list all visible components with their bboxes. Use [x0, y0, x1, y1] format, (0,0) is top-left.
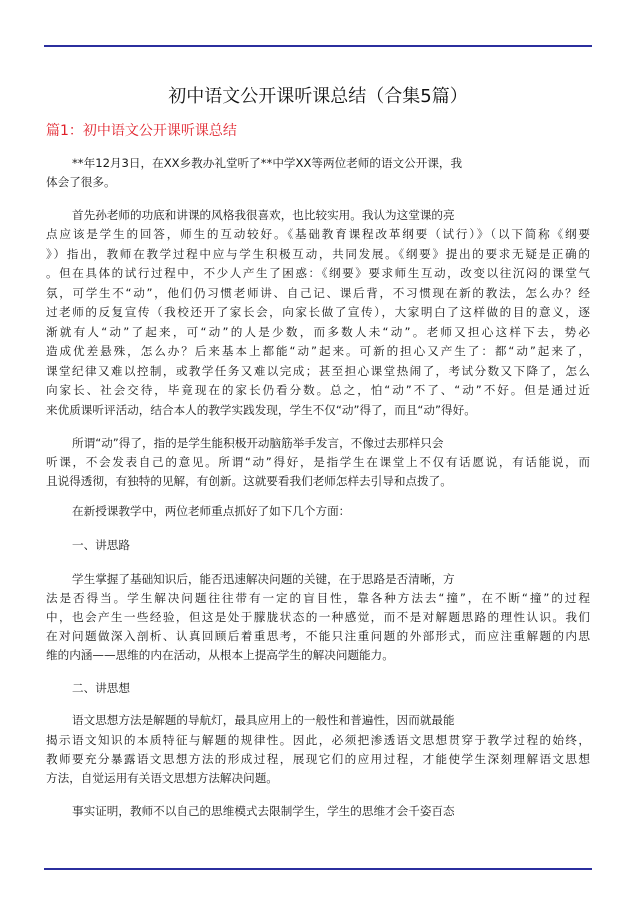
text-line: **年12月3日，在XX乡教办礼堂听了**中学XX等两位老师的语文公开课，我	[72, 156, 463, 170]
text-line: 维的内涵——思维的内在活动，从根本上提高学生的解决问题能力。	[46, 648, 394, 662]
text-line: 点应该是学生的回答，师生的互动较好。《基础教育课程改革纲要（试行）》（以下简称《纲要	[46, 227, 590, 241]
text-line: 在对问题做深入剖析、认真回顾后着重思考，不能只注重问题的外部形式，而应注重解题的内思	[46, 629, 590, 643]
section-heading: 篇1：初中语文公开课听课总结	[46, 123, 237, 139]
text-line: 法是否得当。学生解决问题往往带有一定的盲目性，靠各种方法去“撞”，在不断“撞”的过程	[46, 591, 590, 605]
bottom-rule	[44, 868, 592, 870]
text-line: 听课，不会发表自己的意见。所谓“动”得好，是指学生在课堂上不仅有话愿说，有话能说，而	[46, 455, 590, 469]
paragraph-7: 事实证明，教师不以自己的思维模式去限制学生，学生的思维才会千姿百态	[72, 804, 455, 818]
text-line: 揭示语文知识的本质特征与解题的规律性。因此，必须把渗透语文思想贯穿于教学过程的始终，	[46, 733, 590, 747]
text-line: 》）指出，教师在教学过程中应与学生积极互动，共同发展。《纲要》提出的要求无疑是正确的	[46, 247, 590, 261]
text-line: 教师要充分暴露语文思想方法的形成过程，展现它们的应用过程，才能使学生深刻理解语文思想	[46, 752, 590, 766]
text-line: 向家长、社会交待，毕竟现在的家长仍看分数。总之，怕“动”不了、“动”不好。但是通过近	[46, 383, 590, 397]
text-line: 。但在具体的试行过程中，不少人产生了困惑：《纲要》要求师生互动，改变以往沉闷的课堂气	[46, 266, 590, 280]
text-line: 语文思想方法是解题的导航灯，最具应用上的一般性和普遍性，因而就最能	[72, 713, 455, 727]
text-line: 体会了很多。	[46, 175, 116, 189]
text-line: 学生掌握了基础知识后，能否迅速解决问题的关键，在于思路是否清晰，方	[72, 572, 455, 586]
subheading-2: 二、讲思想	[72, 681, 130, 695]
text-line: 渐就有人“动”了起来，可“动”的人是少数，而多数人未“动”。老师又担心这样下去，势必	[46, 325, 590, 339]
text-line: 中，也会产生一些经验，但这是处于朦胧状态的一种感觉，而不是对解题思路的理性认识。我们	[46, 610, 590, 624]
text-line: 过老师的反复宣传（我校还开了家长会，向家长做了宣传），大家明白了这样做的目的意义，逐	[46, 305, 590, 319]
text-line: 首先孙老师的功底和讲课的风格我很喜欢，也比较实用。我认为这堂课的亮	[72, 208, 455, 222]
text-line: 造成优差悬殊，怎么办？后来基本上都能“动”起来。可新的担心又产生了：都“动”起来了，	[46, 344, 590, 358]
text-line: 所谓“动”得了，指的是学生能积极开动脑筋举手发言，不像过去那样只会	[72, 436, 444, 450]
text-line: 来优质课听评活动，结合本人的教学实践发现，学生不仅“动”得了，而且“动”得好。	[46, 403, 476, 417]
text-line: 方法，自觉运用有关语文思想方法解决问题。	[46, 771, 278, 785]
text-line: 氛，可学生不“动”，他们仍习惯老师讲、自己记、课后背，不习惯现在新的教法，怎么办？经	[46, 286, 590, 300]
text-line: 课堂纪律又难以控制，或教学任务又难以完成；甚至担心课堂热闹了，考试分数又下降了，怎么	[46, 364, 590, 378]
paragraph-4: 在新授课教学中，两位老师重点抓好了如下几个方面：	[72, 504, 351, 518]
subheading-1: 一、讲思路	[72, 538, 130, 552]
document-title: 初中语文公开课听课总结（合集5篇）	[168, 86, 468, 107]
top-rule	[44, 45, 592, 47]
text-line: 且说得透彻，有独特的见解，有创新。这就要看我们老师怎样去引导和点拨了。	[46, 474, 452, 488]
